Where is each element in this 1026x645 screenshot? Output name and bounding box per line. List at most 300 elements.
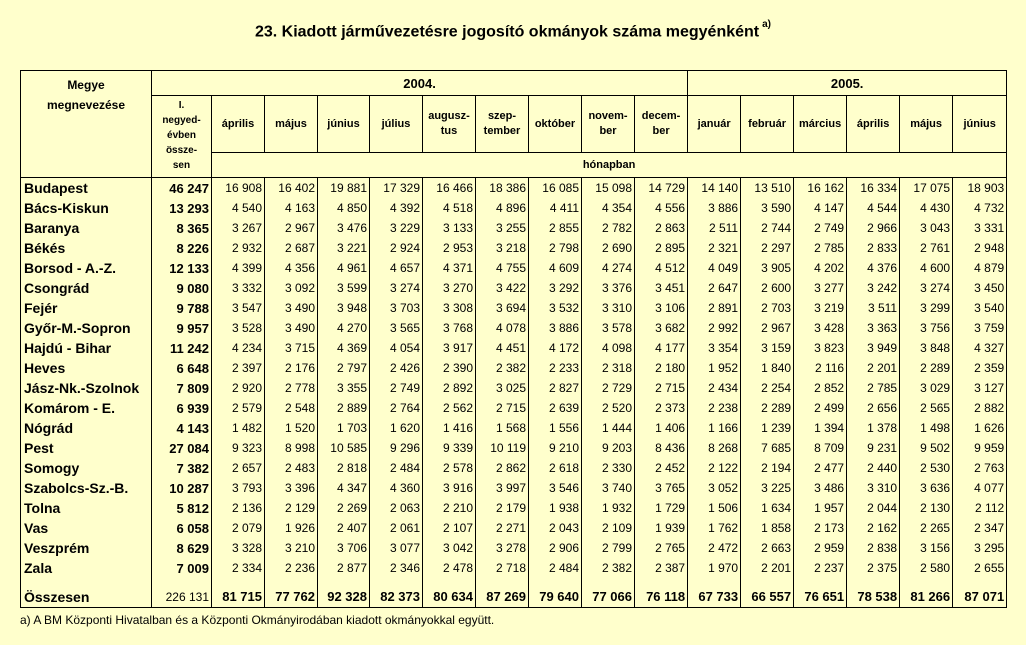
month-value-cell: 3 451	[635, 278, 688, 298]
month-value-cell: 2 863	[635, 218, 688, 238]
month-value-cell: 3 133	[423, 218, 476, 238]
month-value-cell: 4 896	[476, 198, 529, 218]
month-value-cell: 3 511	[847, 298, 900, 318]
month-header	[529, 96, 582, 153]
q1-total-cell: 6 939	[152, 398, 212, 418]
q1-header-line: negyed-	[162, 115, 201, 126]
table-row	[21, 278, 1007, 298]
month-value-cell: 4 098	[582, 338, 635, 358]
month-value-cell: 1 620	[370, 418, 423, 438]
month-value-cell: 2 346	[370, 558, 423, 578]
month-value-cell: 2 330	[582, 458, 635, 478]
month-value-cell: 3 218	[476, 238, 529, 258]
month-value-cell: 2 201	[741, 558, 794, 578]
month-value-cell: 2 862	[476, 458, 529, 478]
month-value-cell: 2 265	[900, 518, 953, 538]
month-value-cell: 3 292	[529, 278, 582, 298]
county-name: Fejér	[21, 298, 152, 318]
county-name: Budapest	[21, 178, 152, 199]
month-value-cell: 81 266	[900, 586, 953, 608]
month-value-cell: 2 838	[847, 538, 900, 558]
q1-total-cell: 9 788	[152, 298, 212, 318]
month-value-cell: 3 299	[900, 298, 953, 318]
month-header	[635, 96, 688, 153]
table-row	[21, 178, 1007, 199]
month-value-cell: 1 239	[741, 418, 794, 438]
month-value-cell: 79 640	[529, 586, 582, 608]
month-header-text: tember	[483, 125, 521, 137]
month-value-cell: 3 768	[423, 318, 476, 338]
month-header-text: decem-	[641, 110, 681, 122]
county-name: Komárom - E.	[21, 398, 152, 418]
month-value-cell: 1 762	[688, 518, 741, 538]
month-value-cell: 2 484	[370, 458, 423, 478]
q1-total-cell: 6 648	[152, 358, 212, 378]
q1-total-cell: 8 365	[152, 218, 212, 238]
month-value-cell: 2 289	[741, 398, 794, 418]
month-value-cell: 4 371	[423, 258, 476, 278]
month-value-cell: 3 565	[370, 318, 423, 338]
month-value-cell: 2 318	[582, 358, 635, 378]
q1-total-cell: 11 242	[152, 338, 212, 358]
month-value-cell: 3 765	[635, 478, 688, 498]
month-value-cell: 1 957	[794, 498, 847, 518]
table-row	[21, 438, 1007, 458]
month-value-cell: 3 905	[741, 258, 794, 278]
month-value-cell: 78 538	[847, 586, 900, 608]
month-value-cell: 3 274	[900, 278, 953, 298]
month-value-cell: 3 756	[900, 318, 953, 338]
month-value-cell: 3 917	[423, 338, 476, 358]
month-value-cell: 3 547	[212, 298, 265, 318]
month-value-cell: 1 970	[688, 558, 741, 578]
month-value-cell: 3 277	[794, 278, 847, 298]
month-header-text: június	[327, 117, 360, 130]
month-value-cell: 3 270	[423, 278, 476, 298]
month-value-cell: 3 578	[582, 318, 635, 338]
month-value-cell: 4 518	[423, 198, 476, 218]
month-header-text: április	[856, 117, 890, 130]
month-value-cell: 1 406	[635, 418, 688, 438]
month-value-cell: 76 651	[794, 586, 847, 608]
county-name: Somogy	[21, 458, 152, 478]
month-value-cell: 16 085	[529, 178, 582, 199]
month-value-cell: 3 156	[900, 538, 953, 558]
month-value-cell: 3 740	[582, 478, 635, 498]
month-value-cell: 4 049	[688, 258, 741, 278]
month-value-cell: 2 477	[794, 458, 847, 478]
month-value-cell: 2 687	[265, 238, 318, 258]
month-value-cell: 3 422	[476, 278, 529, 298]
month-value-cell: 2 877	[318, 558, 370, 578]
month-value-cell: 4 600	[900, 258, 953, 278]
month-value-cell: 2 565	[900, 398, 953, 418]
table-row	[21, 478, 1007, 498]
table-row	[21, 418, 1007, 438]
month-value-cell: 3 267	[212, 218, 265, 238]
month-value-cell: 2 690	[582, 238, 635, 258]
month-value-cell: 92 328	[318, 586, 370, 608]
month-value-cell: 3 715	[265, 338, 318, 358]
q1-total-cell: 6 058	[152, 518, 212, 538]
month-value-cell: 2 079	[212, 518, 265, 538]
month-header	[582, 96, 635, 153]
month-value-cell: 4 347	[318, 478, 370, 498]
month-value-cell: 2 656	[847, 398, 900, 418]
month-value-cell: 4 755	[476, 258, 529, 278]
month-value-cell: 2 321	[688, 238, 741, 258]
q1-total-cell: 13 293	[152, 198, 212, 218]
month-value-cell: 2 162	[847, 518, 900, 538]
month-value-cell: 3 355	[318, 378, 370, 398]
month-value-cell: 3 528	[212, 318, 265, 338]
month-value-cell: 2 618	[529, 458, 582, 478]
month-value-cell: 2 375	[847, 558, 900, 578]
month-value-cell: 4 376	[847, 258, 900, 278]
month-value-cell: 2 334	[212, 558, 265, 578]
month-value-cell: 2 373	[635, 398, 688, 418]
table-row	[21, 378, 1007, 398]
month-value-cell: 3 278	[476, 538, 529, 558]
month-value-cell: 2 580	[900, 558, 953, 578]
month-value-cell: 2 359	[953, 358, 1007, 378]
month-value-cell: 4 360	[370, 478, 423, 498]
month-value-cell: 1 378	[847, 418, 900, 438]
month-value-cell: 2 959	[794, 538, 847, 558]
month-header-text: október	[534, 117, 576, 130]
month-value-cell: 4 399	[212, 258, 265, 278]
month-value-cell: 4 556	[635, 198, 688, 218]
table-row	[21, 518, 1007, 538]
county-header-line-1: Megye	[67, 78, 105, 92]
month-value-cell: 2 109	[582, 518, 635, 538]
month-value-cell: 2 920	[212, 378, 265, 398]
total-row	[21, 586, 1007, 608]
month-header	[423, 96, 476, 153]
spacer-cell	[423, 578, 476, 586]
month-value-cell: 2 855	[529, 218, 582, 238]
month-header	[212, 96, 265, 153]
month-value-cell: 3 025	[476, 378, 529, 398]
month-value-cell: 18 903	[953, 178, 1007, 199]
month-value-cell: 16 334	[847, 178, 900, 199]
month-value-cell: 3 490	[265, 298, 318, 318]
table-row	[21, 498, 1007, 518]
month-header-text: július	[381, 117, 411, 130]
month-value-cell: 3 210	[265, 538, 318, 558]
month-value-cell: 4 369	[318, 338, 370, 358]
month-value-cell: 3 376	[582, 278, 635, 298]
month-value-cell: 4 274	[582, 258, 635, 278]
month-value-cell: 4 327	[953, 338, 1007, 358]
title-footnote-mark: a)	[762, 19, 772, 30]
monthly-subheader: hónapban	[212, 153, 1007, 178]
spacer-cell	[21, 578, 152, 586]
month-value-cell: 1 634	[741, 498, 794, 518]
month-value-cell: 2 895	[635, 238, 688, 258]
month-value-cell: 2 107	[423, 518, 476, 538]
month-value-cell: 4 354	[582, 198, 635, 218]
title-text: 23. Kiadott járművezetésre jogosító okmányok száma megyénként	[254, 23, 760, 41]
month-value-cell: 3 225	[741, 478, 794, 498]
month-value-cell: 1 166	[688, 418, 741, 438]
month-value-cell: 2 043	[529, 518, 582, 538]
month-header	[953, 96, 1007, 153]
month-value-cell: 2 785	[847, 378, 900, 398]
q1-total-cell: 8 629	[152, 538, 212, 558]
month-value-cell: 2 511	[688, 218, 741, 238]
month-value-cell: 4 147	[794, 198, 847, 218]
month-value-cell: 4 163	[265, 198, 318, 218]
spacer-cell	[847, 578, 900, 586]
month-value-cell: 4 850	[318, 198, 370, 218]
month-header-text: február	[748, 117, 787, 130]
month-value-cell: 9 231	[847, 438, 900, 458]
month-value-cell: 1 506	[688, 498, 741, 518]
page-title	[0, 19, 1026, 41]
month-value-cell: 8 436	[635, 438, 688, 458]
month-value-cell: 18 386	[476, 178, 529, 199]
q1-total-cell: 226 131	[152, 586, 212, 608]
spacer-cell	[688, 578, 741, 586]
month-value-cell: 3 590	[741, 198, 794, 218]
month-header	[370, 96, 423, 153]
month-value-cell: 16 162	[794, 178, 847, 199]
table-row	[21, 198, 1007, 218]
month-value-cell: 2 387	[635, 558, 688, 578]
month-value-cell: 2 347	[953, 518, 1007, 538]
month-value-cell: 2 639	[529, 398, 582, 418]
month-value-cell: 3 706	[318, 538, 370, 558]
month-value-cell: 2 657	[212, 458, 265, 478]
spacer-cell	[152, 578, 212, 586]
month-value-cell: 3 042	[423, 538, 476, 558]
month-value-cell: 3 229	[370, 218, 423, 238]
table-row	[21, 318, 1007, 338]
month-value-cell: 4 077	[953, 478, 1007, 498]
month-value-cell: 2 764	[370, 398, 423, 418]
month-header	[741, 96, 794, 153]
month-value-cell: 2 967	[265, 218, 318, 238]
month-value-cell: 1 568	[476, 418, 529, 438]
month-value-cell: 3 219	[794, 298, 847, 318]
month-value-cell: 2 932	[212, 238, 265, 258]
month-value-cell: 2 967	[741, 318, 794, 338]
month-value-cell: 3 077	[370, 538, 423, 558]
month-value-cell: 1 498	[900, 418, 953, 438]
month-value-cell: 14 140	[688, 178, 741, 199]
month-value-cell: 2 948	[953, 238, 1007, 258]
data-table	[20, 70, 1007, 608]
month-value-cell: 3 636	[900, 478, 953, 498]
month-value-cell: 3 354	[688, 338, 741, 358]
month-value-cell: 3 793	[212, 478, 265, 498]
spacer-cell	[370, 578, 423, 586]
q1-total-cell: 27 084	[152, 438, 212, 458]
county-name: Békés	[21, 238, 152, 258]
month-value-cell: 2 254	[741, 378, 794, 398]
month-value-cell: 2 749	[794, 218, 847, 238]
month-value-cell: 77 066	[582, 586, 635, 608]
month-value-cell: 2 129	[265, 498, 318, 518]
month-value-cell: 3 052	[688, 478, 741, 498]
month-value-cell: 3 106	[635, 298, 688, 318]
month-value-cell: 3 092	[265, 278, 318, 298]
month-value-cell: 4 054	[370, 338, 423, 358]
month-value-cell: 3 848	[900, 338, 953, 358]
month-value-cell: 9 210	[529, 438, 582, 458]
month-value-cell: 1 932	[582, 498, 635, 518]
month-value-cell: 2 382	[476, 358, 529, 378]
table-row	[21, 258, 1007, 278]
month-value-cell: 13 510	[741, 178, 794, 199]
month-value-cell: 2 176	[265, 358, 318, 378]
month-value-cell: 2 130	[900, 498, 953, 518]
month-value-cell: 2 703	[741, 298, 794, 318]
county-name: Pest	[21, 438, 152, 458]
month-value-cell: 2 718	[476, 558, 529, 578]
spacer-cell	[212, 578, 265, 586]
month-header	[476, 96, 529, 153]
month-value-cell: 2 892	[423, 378, 476, 398]
month-value-cell: 7 685	[741, 438, 794, 458]
month-value-cell: 9 339	[423, 438, 476, 458]
month-header-text: tus	[440, 125, 458, 137]
month-value-cell: 76 118	[635, 586, 688, 608]
month-value-cell: 2 578	[423, 458, 476, 478]
month-header-text: május	[275, 117, 307, 130]
month-value-cell: 2 765	[635, 538, 688, 558]
month-value-cell: 2 426	[370, 358, 423, 378]
spacer-row	[21, 578, 1007, 586]
month-value-cell: 2 715	[635, 378, 688, 398]
spacer-cell	[318, 578, 370, 586]
month-value-cell: 2 397	[212, 358, 265, 378]
table-row	[21, 458, 1007, 478]
table-row	[21, 358, 1007, 378]
month-value-cell: 10 585	[318, 438, 370, 458]
month-value-cell: 3 948	[318, 298, 370, 318]
month-value-cell: 2 452	[635, 458, 688, 478]
month-value-cell: 1 520	[265, 418, 318, 438]
month-value-cell: 4 078	[476, 318, 529, 338]
month-value-cell: 2 715	[476, 398, 529, 418]
month-header	[900, 96, 953, 153]
q1-total-cell: 8 226	[152, 238, 212, 258]
q1-total-cell: 7 809	[152, 378, 212, 398]
month-value-cell: 2 966	[847, 218, 900, 238]
month-value-cell: 2 520	[582, 398, 635, 418]
month-value-cell: 2 818	[318, 458, 370, 478]
month-value-cell: 3 476	[318, 218, 370, 238]
month-value-cell: 1 394	[794, 418, 847, 438]
q1-total-cell: 9 080	[152, 278, 212, 298]
month-value-cell: 3 127	[953, 378, 1007, 398]
month-value-cell: 2 210	[423, 498, 476, 518]
month-value-cell: 2 882	[953, 398, 1007, 418]
month-value-cell: 2 136	[212, 498, 265, 518]
month-value-cell: 87 269	[476, 586, 529, 608]
month-value-cell: 16 466	[423, 178, 476, 199]
month-value-cell: 2 236	[265, 558, 318, 578]
month-value-cell: 1 703	[318, 418, 370, 438]
q1-total-cell: 7 009	[152, 558, 212, 578]
month-value-cell: 3 363	[847, 318, 900, 338]
table-row	[21, 398, 1007, 418]
month-value-cell: 2 562	[423, 398, 476, 418]
month-value-cell: 1 938	[529, 498, 582, 518]
month-header	[688, 96, 741, 153]
table-row	[21, 558, 1007, 578]
month-value-cell: 2 852	[794, 378, 847, 398]
month-value-cell: 4 234	[212, 338, 265, 358]
month-value-cell: 10 119	[476, 438, 529, 458]
month-value-cell: 2 044	[847, 498, 900, 518]
month-header-text: január	[697, 117, 731, 130]
q1-total-cell: 5 812	[152, 498, 212, 518]
month-value-cell: 2 729	[582, 378, 635, 398]
month-value-cell: 3 759	[953, 318, 1007, 338]
month-value-cell: 2 390	[423, 358, 476, 378]
month-value-cell: 2 600	[741, 278, 794, 298]
month-value-cell: 3 308	[423, 298, 476, 318]
month-value-cell: 2 061	[370, 518, 423, 538]
month-value-cell: 3 886	[688, 198, 741, 218]
month-value-cell: 1 556	[529, 418, 582, 438]
county-name: Csongrád	[21, 278, 152, 298]
month-header-text: június	[963, 117, 996, 130]
month-value-cell: 2 579	[212, 398, 265, 418]
month-value-cell: 2 906	[529, 538, 582, 558]
month-value-cell: 19 881	[318, 178, 370, 199]
month-value-cell: 8 998	[265, 438, 318, 458]
month-value-cell: 2 237	[794, 558, 847, 578]
month-value-cell: 2 749	[370, 378, 423, 398]
spacer-cell	[635, 578, 688, 586]
month-value-cell: 3 532	[529, 298, 582, 318]
month-value-cell: 81 715	[212, 586, 265, 608]
table-row	[21, 238, 1007, 258]
county-name: Zala	[21, 558, 152, 578]
month-value-cell: 80 634	[423, 586, 476, 608]
month-value-cell: 3 694	[476, 298, 529, 318]
month-value-cell: 3 886	[529, 318, 582, 338]
month-value-cell: 66 557	[741, 586, 794, 608]
month-value-cell: 2 798	[529, 238, 582, 258]
month-header-text: novem-	[588, 110, 628, 122]
month-value-cell: 3 331	[953, 218, 1007, 238]
county-name: Heves	[21, 358, 152, 378]
month-value-cell: 67 733	[688, 586, 741, 608]
month-value-cell: 2 289	[900, 358, 953, 378]
month-value-cell: 2 173	[794, 518, 847, 538]
month-value-cell: 9 296	[370, 438, 423, 458]
month-value-cell: 2 889	[318, 398, 370, 418]
month-value-cell: 1 729	[635, 498, 688, 518]
month-value-cell: 3 486	[794, 478, 847, 498]
month-value-cell: 4 430	[900, 198, 953, 218]
month-value-cell: 15 098	[582, 178, 635, 199]
month-value-cell: 4 451	[476, 338, 529, 358]
month-value-cell: 2 761	[900, 238, 953, 258]
table-row	[21, 338, 1007, 358]
month-value-cell: 1 840	[741, 358, 794, 378]
month-value-cell: 2 483	[265, 458, 318, 478]
month-value-cell: 2 180	[635, 358, 688, 378]
q1-total-cell: 46 247	[152, 178, 212, 199]
county-name: Jász-Nk.-Szolnok	[21, 378, 152, 398]
month-value-cell: 2 799	[582, 538, 635, 558]
